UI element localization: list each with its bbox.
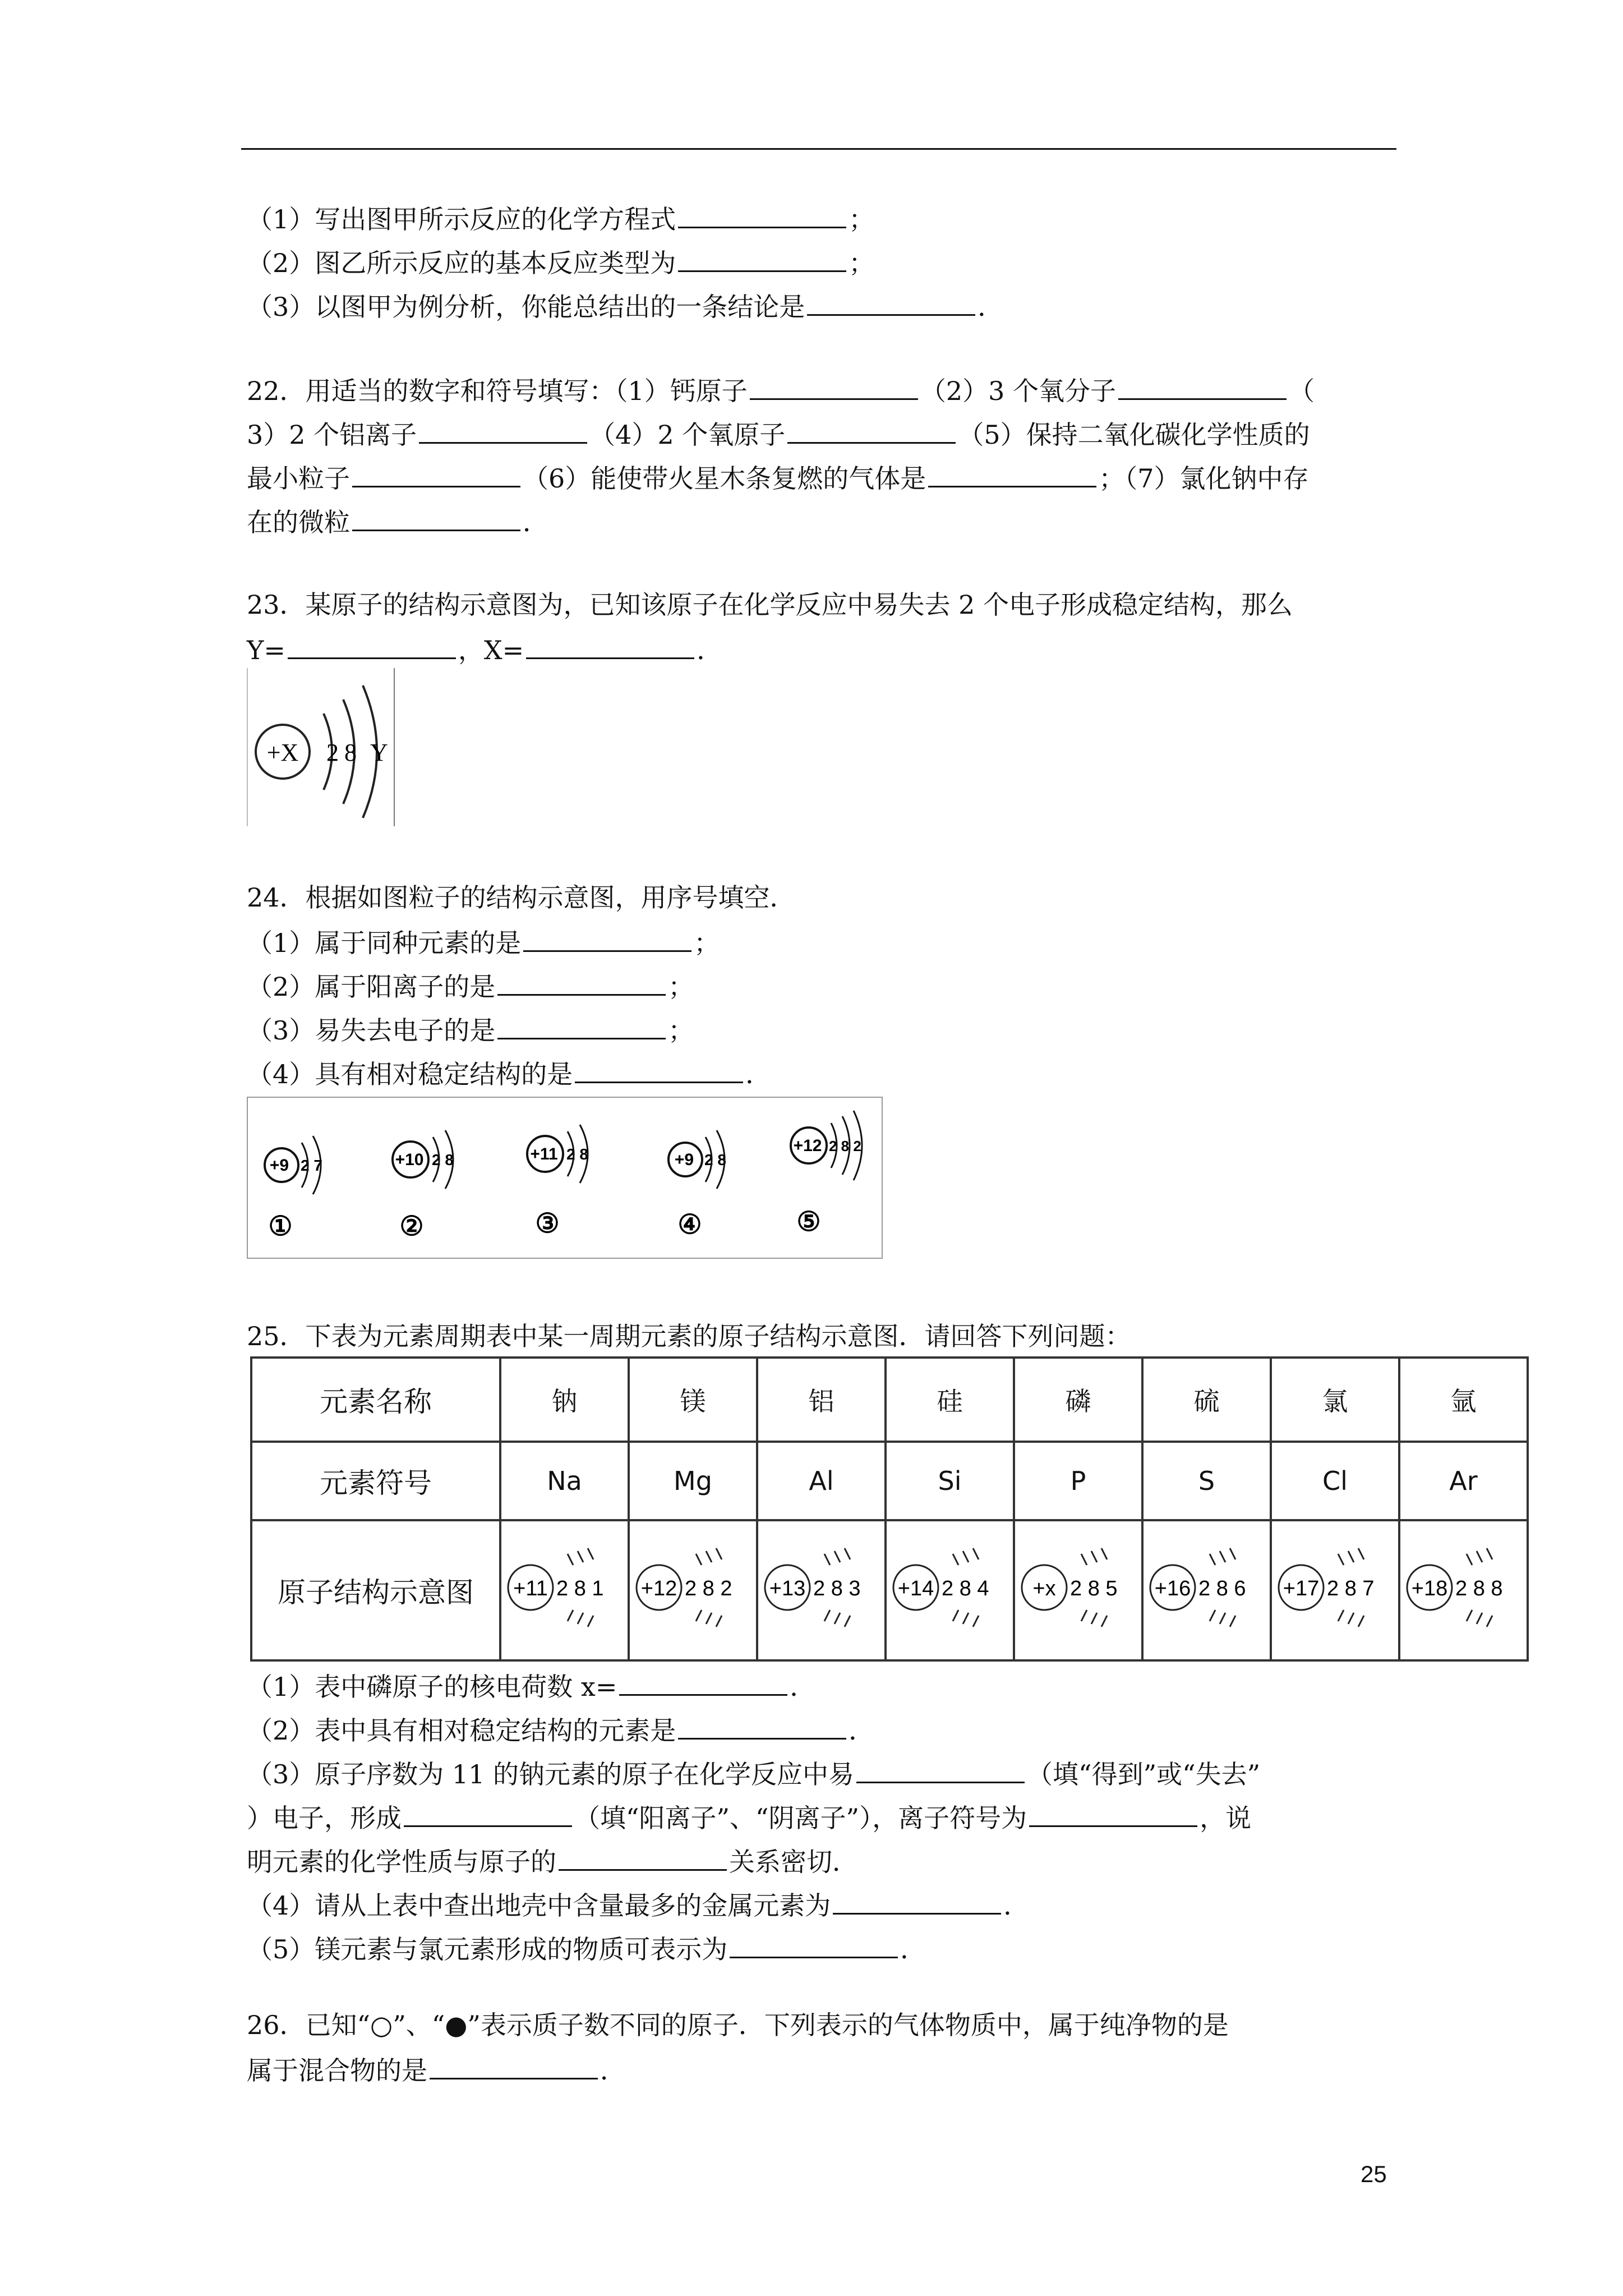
nucleus-label: +9 — [269, 1156, 289, 1175]
q21-text-3: （3）以图甲为例分析，你能总结出的一条结论是 — [247, 292, 805, 322]
q24-text: （2）属于阳离子的是 — [247, 972, 496, 1002]
answer-blank[interactable] — [288, 632, 456, 659]
atom-diagram — [887, 1537, 1013, 1638]
q22-text: ；（7）氯化钠中存 — [1099, 463, 1309, 494]
punct: ； — [668, 972, 694, 1002]
punct: ． — [978, 292, 1004, 322]
q22-text: 22．用适当的数字和符号填写：（1）钙原子 — [247, 376, 748, 406]
element-symbol: S — [1142, 1442, 1271, 1520]
punct: ； — [849, 204, 875, 234]
punct: ． — [745, 1059, 772, 1089]
answer-blank[interactable] — [497, 1012, 666, 1039]
q22-line4 — [247, 504, 548, 539]
shell-1: 2 — [326, 739, 339, 766]
answer-blank[interactable] — [352, 460, 520, 487]
answer-blank[interactable] — [807, 288, 975, 316]
punct: ． — [697, 635, 723, 665]
answer-blank[interactable] — [678, 201, 846, 228]
q21-line2 — [247, 245, 874, 280]
row-header: 元素名称 — [251, 1358, 500, 1442]
q24-text: （3）易失去电子的是 — [247, 1015, 496, 1046]
punct: ． — [790, 1672, 816, 1702]
table-row-diagrams — [251, 1520, 1528, 1660]
q21-text-1: （1）写出图甲所示反应的化学方程式 — [247, 204, 676, 234]
particle-index: ① — [268, 1212, 293, 1241]
shell-label: 2 8 7 — [1327, 1576, 1375, 1600]
header-rule — [241, 148, 1396, 150]
q25-text: （5）镁元素与氯元素形成的物质可表示为 — [247, 1934, 728, 1964]
particle-3 — [527, 1125, 588, 1239]
answer-blank[interactable] — [430, 2052, 598, 2079]
q22-text: （4）2 个氧原子 — [589, 420, 786, 450]
element-name: 磷 — [1014, 1358, 1142, 1442]
nucleus-label: +16 — [1154, 1576, 1191, 1600]
q25-text: （1）表中磷原子的核电荷数 x= — [247, 1672, 617, 1702]
nucleus-label: +12 — [640, 1576, 677, 1600]
q26-text: 属于混合物的是 — [247, 2055, 427, 2086]
nucleus-label: +10 — [395, 1151, 424, 1169]
atom-diagram — [248, 669, 394, 826]
answer-blank[interactable] — [856, 1756, 1025, 1783]
element-symbol: Si — [886, 1442, 1014, 1520]
q25-text: （2）表中具有相对稳定结构的元素是 — [247, 1715, 676, 1746]
q25-text: （填“阳离子”、“阴离子”），离子符号为 — [574, 1803, 1027, 1833]
answer-blank[interactable] — [526, 632, 694, 659]
atom-diagram-cell — [757, 1520, 886, 1660]
q25-text: （填“得到”或“失去” — [1027, 1759, 1261, 1789]
particle-2 — [393, 1130, 454, 1241]
shell-label: 2 8 — [704, 1151, 726, 1168]
atom-diagram — [1400, 1537, 1527, 1638]
shell-3: Y — [370, 739, 388, 766]
answer-blank[interactable] — [497, 968, 666, 996]
answer-blank[interactable] — [678, 245, 846, 272]
nucleus-label: +14 — [897, 1576, 934, 1600]
element-name: 氯 — [1271, 1358, 1399, 1442]
q24-line3 — [247, 1012, 694, 1047]
element-name: 镁 — [629, 1358, 757, 1442]
q23-line1: 23．某原子的结构示意图为，已知该原子在化学反应中易失去 2 个电子形成稳定结构，那么 — [247, 590, 1293, 620]
shell-label: 2 8 — [566, 1145, 588, 1163]
nucleus-label: +X — [266, 739, 299, 766]
q24-particles-figure — [247, 1097, 883, 1259]
q25-sub3c — [247, 1843, 858, 1879]
element-symbol: P — [1014, 1442, 1142, 1520]
element-symbol: Al — [757, 1442, 886, 1520]
q25-title: 25．下表为元素周期表中某一周期元素的原子结构示意图．请回答下列问题： — [247, 1321, 1131, 1351]
punct: ． — [900, 1934, 926, 1964]
q22-text: 在的微粒 — [247, 507, 350, 537]
q25-text: ）电子，形成 — [247, 1803, 402, 1833]
row-header: 原子结构示意图 — [251, 1520, 500, 1660]
nucleus-label: +17 — [1283, 1576, 1320, 1600]
answer-blank[interactable] — [833, 1887, 1001, 1915]
punct: ． — [523, 507, 548, 537]
atom-diagram — [1015, 1537, 1141, 1638]
atom-diagram-cell — [500, 1520, 629, 1660]
shell-label: 2 8 5 — [1070, 1576, 1118, 1600]
q22-text: 3）2 个铝离子 — [247, 420, 417, 450]
element-symbol: Cl — [1271, 1442, 1399, 1520]
particles-diagram — [248, 1098, 882, 1258]
table-row-symbols — [251, 1442, 1528, 1520]
q23-text: ，X= — [458, 635, 524, 665]
atom-diagram-cell — [1271, 1520, 1399, 1660]
answer-blank[interactable] — [678, 1712, 846, 1740]
q21-line3 — [247, 288, 1003, 324]
answer-blank[interactable] — [1118, 372, 1287, 400]
nucleus-label: +11 — [530, 1145, 558, 1163]
q25-sub4 — [247, 1887, 1029, 1922]
q25-sub2 — [247, 1712, 874, 1747]
punct: ； — [668, 1015, 694, 1046]
element-name: 氩 — [1399, 1358, 1528, 1442]
particle-index: ④ — [677, 1210, 702, 1240]
element-name: 铝 — [757, 1358, 886, 1442]
q22-text: （ — [1288, 376, 1315, 406]
nucleus-label: +18 — [1411, 1576, 1448, 1600]
table-row-names — [251, 1358, 1528, 1442]
q26-line1: 26．已知“○”、“●”表示质子数不同的原子．下列表示的气体物质中，属于纯净物的是 — [247, 2010, 1229, 2040]
q24-text: （4）具有相对稳定结构的是 — [247, 1059, 573, 1089]
q21-text-2: （2）图乙所示反应的基本反应类型为 — [247, 248, 676, 278]
q26-line2 — [247, 2052, 626, 2087]
shell-label: 2 8 4 — [942, 1576, 989, 1600]
particle-index: ③ — [535, 1209, 560, 1239]
answer-blank[interactable] — [787, 416, 956, 444]
shell-label: 2 7 — [301, 1157, 322, 1174]
element-symbol: Na — [500, 1442, 629, 1520]
atom-diagram-cell — [886, 1520, 1014, 1660]
answer-blank[interactable] — [575, 1056, 743, 1083]
atom-diagram — [501, 1537, 628, 1638]
q25-text: ，说 — [1200, 1803, 1252, 1833]
atom-diagram — [758, 1537, 884, 1638]
answer-blank[interactable] — [730, 1931, 898, 1958]
answer-blank[interactable] — [523, 924, 691, 952]
q25-sub5 — [247, 1931, 926, 1966]
shell-label: 2 8 — [432, 1151, 454, 1168]
q25-sub1 — [247, 1668, 815, 1704]
punct: ． — [1003, 1890, 1030, 1921]
nucleus-label: +9 — [674, 1151, 694, 1169]
element-name: 硅 — [886, 1358, 1014, 1442]
punct: ； — [849, 248, 875, 278]
answer-blank[interactable] — [404, 1800, 572, 1827]
punct: ． — [849, 1715, 875, 1746]
shell-2: 8 — [344, 739, 357, 766]
q25-text: （3）原子序数为 11 的钠元素的原子在化学反应中易 — [247, 1759, 855, 1789]
atom-diagram — [630, 1537, 756, 1638]
q23-atom-figure — [247, 668, 395, 827]
atom-diagram-cell — [1399, 1520, 1528, 1660]
answer-blank[interactable] — [352, 504, 520, 531]
q23-line2 — [247, 632, 722, 667]
q25-text: 关系密切． — [729, 1847, 858, 1877]
atom-diagram-cell — [1014, 1520, 1142, 1660]
element-name: 硫 — [1142, 1358, 1271, 1442]
answer-blank[interactable] — [559, 1843, 727, 1871]
q22-text: 最小粒子 — [247, 463, 350, 494]
punct: ． — [600, 2055, 626, 2086]
particle-index: ⑤ — [796, 1207, 821, 1237]
punct: ； — [694, 928, 720, 958]
q25-text: （4）请从上表中查出地壳中含量最多的金属元素为 — [247, 1890, 831, 1921]
row-header: 元素符号 — [251, 1442, 500, 1520]
q24-title: 24．根据如图粒子的结构示意图，用序号填空． — [247, 882, 796, 913]
shell-label: 2 8 2 — [829, 1138, 861, 1154]
answer-blank[interactable] — [619, 1668, 787, 1696]
answer-blank[interactable] — [928, 460, 1096, 487]
q24-line2 — [247, 968, 694, 1004]
shell-label: 2 8 6 — [1198, 1576, 1246, 1600]
q22-text: （6）能使带火星木条复燃的气体是 — [523, 463, 926, 494]
element-symbol: Mg — [629, 1442, 757, 1520]
nucleus-label: +11 — [513, 1576, 548, 1600]
particle-index: ② — [399, 1212, 424, 1241]
particle-1 — [265, 1136, 322, 1241]
shell-label: 2 8 3 — [813, 1576, 861, 1600]
atom-diagram — [1272, 1537, 1398, 1638]
q24-line1 — [247, 924, 720, 960]
element-name: 钠 — [500, 1358, 629, 1442]
q25-text: 明元素的化学性质与原子的 — [247, 1847, 556, 1877]
q22-line2 — [247, 416, 1310, 452]
atom-diagram-cell — [1142, 1520, 1271, 1660]
nucleus-label: +13 — [769, 1576, 806, 1600]
element-table — [250, 1356, 1529, 1662]
atom-diagram-cell — [629, 1520, 757, 1660]
q22-text: （2）3 个氧分子 — [920, 376, 1116, 406]
shell-label: 2 8 2 — [685, 1576, 732, 1600]
element-symbol: Ar — [1399, 1442, 1528, 1520]
answer-blank[interactable] — [1029, 1800, 1197, 1827]
answer-blank[interactable] — [750, 372, 918, 400]
nucleus-label: +x — [1032, 1576, 1056, 1600]
q23-text: Y= — [247, 635, 285, 665]
q22-line3 — [247, 460, 1309, 495]
q22-text: （5）保持二氧化碳化学性质的 — [958, 420, 1310, 450]
shell-label: 2 8 8 — [1455, 1576, 1503, 1600]
q21-line1 — [247, 201, 874, 236]
particle-5 — [791, 1111, 862, 1237]
q25-sub3b — [247, 1800, 1251, 1835]
q25-sub3a — [247, 1756, 1260, 1791]
q24-text: （1）属于同种元素的是 — [247, 928, 522, 958]
q22-line1 — [247, 372, 1315, 408]
q24-line4 — [247, 1056, 771, 1091]
shell-label: 2 8 1 — [556, 1576, 604, 1600]
particle-4 — [668, 1130, 726, 1240]
atom-diagram — [1144, 1537, 1270, 1638]
answer-blank[interactable] — [419, 416, 587, 444]
nucleus-label: +12 — [793, 1137, 822, 1155]
page-number: 25 — [1361, 2161, 1387, 2187]
